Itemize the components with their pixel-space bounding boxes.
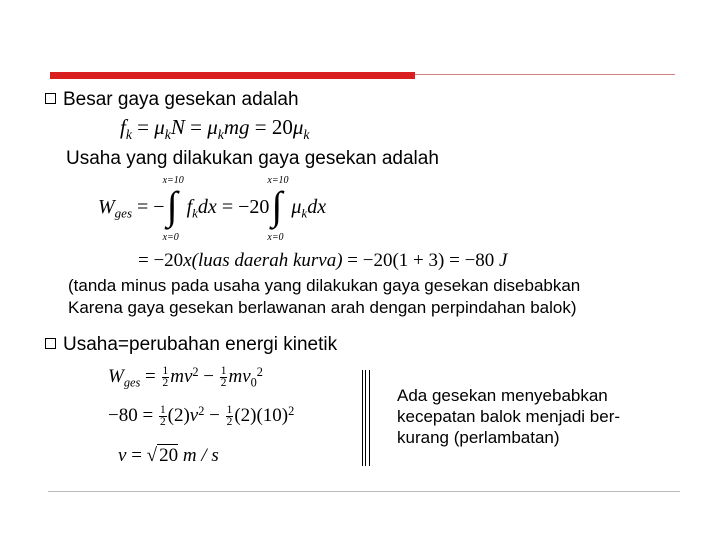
note-line-2: Karena gaya gesekan berlawanan arah dengan perpindahan balok) (68, 298, 577, 317)
title-accent-bar (50, 72, 415, 79)
equation-friction-force: $f_k = \mu_kN = \mu_kmg = 20\mu_k$ (120, 115, 310, 142)
side-note-line-1: Ada gesekan menyebabkan (397, 386, 608, 405)
bullet-text: Besar gaya gesekan adalah (63, 89, 299, 110)
square-bullet-icon (45, 338, 56, 349)
square-bullet-icon (45, 93, 56, 104)
bullet-kinetic-energy (45, 334, 337, 356)
equation-work-integral: $W_{ges}$ = − x=10 ∫ x=0 $f_kdx = -20$ x=10 ∫ x=0 $\mu_kdx$ (98, 175, 327, 243)
title-rule-line (415, 74, 675, 75)
minus-sign-note (68, 275, 580, 319)
equation-velocity: v = √ 20 m / s (118, 445, 219, 466)
equation-work-result: = −20x(luas daerah kurva) = −20(1 + 3) = −80 J (138, 250, 508, 271)
bullet-text: Usaha=perubahan energi kinetik (63, 334, 338, 355)
side-note-line-3: kurang (perlambatan) (397, 428, 560, 447)
equation-substitution: −80 = $\frac{1}{2}$ $(2)v^2$ − $\frac{1}{2}$ $(2)(10)^2$ (108, 403, 295, 429)
note-line-1: (tanda minus pada usaha yang dilakukan gaya gesekan disebabkan (68, 276, 581, 295)
work-friction-heading: Usaha yang dilakukan gaya gesekan adalah (66, 148, 439, 169)
bullet-friction-force (45, 89, 299, 111)
footer-rule-line (48, 491, 680, 492)
separator-bars (362, 370, 370, 466)
equation-work-energy: $W_{ges}$ = $\frac{1}{2}$ $mv^2$ − $\frac{1}{2}$ $mv_0^2$ (108, 364, 263, 390)
deceleration-note (397, 385, 620, 448)
side-note-line-2: kecepatan balok menjadi ber- (397, 407, 621, 426)
